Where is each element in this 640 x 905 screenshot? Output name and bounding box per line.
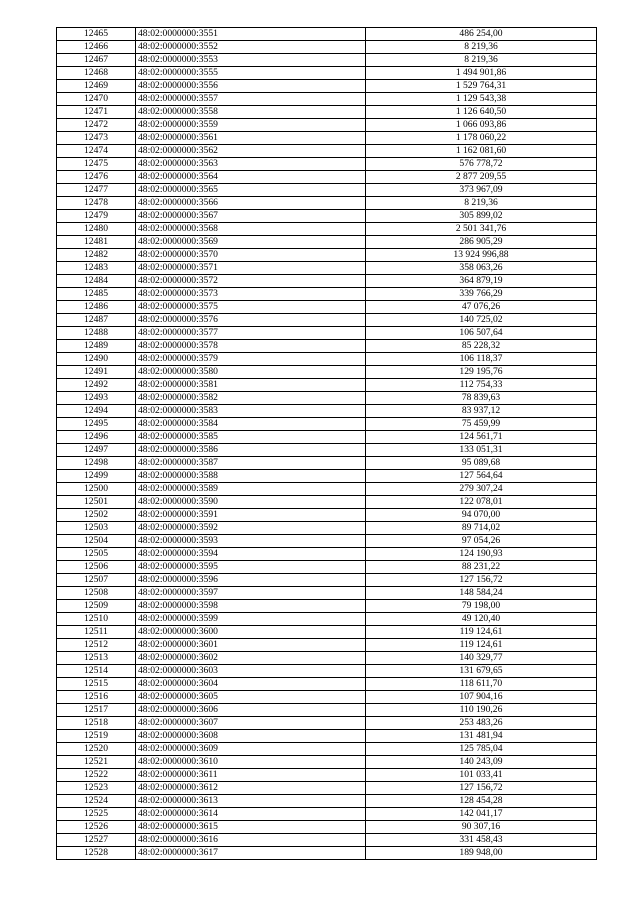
- cadastral-value-cell: 90 307,16: [366, 821, 597, 834]
- cadastral-number-cell: 48:02:0000000:3607: [136, 717, 366, 730]
- cadastral-number-cell: 48:02:0000000:3601: [136, 639, 366, 652]
- cadastral-number-cell: 48:02:0000000:3608: [136, 730, 366, 743]
- cadastral-value-cell: 128 454,28: [366, 795, 597, 808]
- table-row: [57, 496, 597, 509]
- cadastral-value-cell: 127 156,72: [366, 782, 597, 795]
- cadastral-value-cell: 127 564,64: [366, 470, 597, 483]
- table-row: [57, 561, 597, 574]
- table-row: [57, 275, 597, 288]
- cadastral-value-cell: 95 089,68: [366, 457, 597, 470]
- cadastral-value-cell: 88 231,22: [366, 561, 597, 574]
- row-number-cell: 12526: [57, 821, 136, 834]
- row-number-cell: 12491: [57, 366, 136, 379]
- row-number-cell: 12496: [57, 431, 136, 444]
- cadastral-value-cell: 125 785,04: [366, 743, 597, 756]
- table-row: [57, 535, 597, 548]
- table-row: [57, 119, 597, 132]
- table-row: [57, 626, 597, 639]
- cadastral-number-cell: 48:02:0000000:3581: [136, 379, 366, 392]
- table-row: [57, 730, 597, 743]
- cadastral-value-cell: 305 899,02: [366, 210, 597, 223]
- cadastral-number-cell: 48:02:0000000:3575: [136, 301, 366, 314]
- cadastral-number-cell: 48:02:0000000:3586: [136, 444, 366, 457]
- cadastral-value-cell: 142 041,17: [366, 808, 597, 821]
- table-row: [57, 457, 597, 470]
- row-number-cell: 12518: [57, 717, 136, 730]
- cadastral-number-cell: 48:02:0000000:3613: [136, 795, 366, 808]
- cadastral-value-cell: 119 124,61: [366, 626, 597, 639]
- table-row: [57, 171, 597, 184]
- row-number-cell: 12519: [57, 730, 136, 743]
- row-number-cell: 12501: [57, 496, 136, 509]
- table-row: [57, 314, 597, 327]
- cadastral-number-cell: 48:02:0000000:3588: [136, 470, 366, 483]
- row-number-cell: 12514: [57, 665, 136, 678]
- row-number-cell: 12506: [57, 561, 136, 574]
- cadastral-value-cell: 148 584,24: [366, 587, 597, 600]
- table-row: [57, 574, 597, 587]
- row-number-cell: 12492: [57, 379, 136, 392]
- row-number-cell: 12472: [57, 119, 136, 132]
- cadastral-value-cell: 107 904,16: [366, 691, 597, 704]
- cadastral-number-cell: 48:02:0000000:3603: [136, 665, 366, 678]
- row-number-cell: 12474: [57, 145, 136, 158]
- table-row: [57, 678, 597, 691]
- table-row: [57, 392, 597, 405]
- cadastral-number-cell: 48:02:0000000:3576: [136, 314, 366, 327]
- cadastral-number-cell: 48:02:0000000:3583: [136, 405, 366, 418]
- cadastral-number-cell: 48:02:0000000:3598: [136, 600, 366, 613]
- row-number-cell: 12505: [57, 548, 136, 561]
- row-number-cell: 12468: [57, 67, 136, 80]
- cadastral-value-cell: 1 129 543,38: [366, 93, 597, 106]
- table-row: [57, 691, 597, 704]
- table-row: [57, 587, 597, 600]
- row-number-cell: 12495: [57, 418, 136, 431]
- cadastral-number-cell: 48:02:0000000:3558: [136, 106, 366, 119]
- cadastral-number-cell: 48:02:0000000:3582: [136, 392, 366, 405]
- cadastral-value-cell: 1 494 901,86: [366, 67, 597, 80]
- row-number-cell: 12475: [57, 158, 136, 171]
- cadastral-number-cell: 48:02:0000000:3593: [136, 535, 366, 548]
- cadastral-value-cell: 1 066 093,86: [366, 119, 597, 132]
- cadastral-value-cell: 140 329,77: [366, 652, 597, 665]
- row-number-cell: 12513: [57, 652, 136, 665]
- row-number-cell: 12487: [57, 314, 136, 327]
- row-number-cell: 12486: [57, 301, 136, 314]
- table-row: [57, 639, 597, 652]
- cadastral-value-cell: 106 118,37: [366, 353, 597, 366]
- cadastral-number-cell: 48:02:0000000:3606: [136, 704, 366, 717]
- row-number-cell: 12477: [57, 184, 136, 197]
- row-number-cell: 12466: [57, 41, 136, 54]
- cadastral-number-cell: 48:02:0000000:3602: [136, 652, 366, 665]
- table-row: [57, 821, 597, 834]
- row-number-cell: 12473: [57, 132, 136, 145]
- cadastral-number-cell: 48:02:0000000:3585: [136, 431, 366, 444]
- row-number-cell: 12510: [57, 613, 136, 626]
- cadastral-number-cell: 48:02:0000000:3565: [136, 184, 366, 197]
- cadastral-number-cell: 48:02:0000000:3592: [136, 522, 366, 535]
- cadastral-number-cell: 48:02:0000000:3567: [136, 210, 366, 223]
- table-row: [57, 847, 597, 860]
- cadastral-number-cell: 48:02:0000000:3609: [136, 743, 366, 756]
- table-row: [57, 327, 597, 340]
- cadastral-number-cell: 48:02:0000000:3610: [136, 756, 366, 769]
- row-number-cell: 12471: [57, 106, 136, 119]
- table-row: [57, 834, 597, 847]
- cadastral-number-cell: 48:02:0000000:3568: [136, 223, 366, 236]
- cadastral-number-cell: 48:02:0000000:3562: [136, 145, 366, 158]
- table-row: [57, 769, 597, 782]
- cadastral-number-cell: 48:02:0000000:3616: [136, 834, 366, 847]
- table-row: [57, 93, 597, 106]
- table-row: [57, 301, 597, 314]
- cadastral-number-cell: 48:02:0000000:3615: [136, 821, 366, 834]
- cadastral-number-cell: 48:02:0000000:3553: [136, 54, 366, 67]
- cadastral-number-cell: 48:02:0000000:3599: [136, 613, 366, 626]
- row-number-cell: 12508: [57, 587, 136, 600]
- cadastral-value-cell: 253 483,26: [366, 717, 597, 730]
- cadastral-value-cell: 339 766,29: [366, 288, 597, 301]
- cadastral-value-cell: 119 124,61: [366, 639, 597, 652]
- cadastral-value-cell: 79 198,00: [366, 600, 597, 613]
- row-number-cell: 12467: [57, 54, 136, 67]
- row-number-cell: 12521: [57, 756, 136, 769]
- table-row: [57, 717, 597, 730]
- cadastral-number-cell: 48:02:0000000:3617: [136, 847, 366, 860]
- cadastral-value-cell: 2 877 209,55: [366, 171, 597, 184]
- table-row: [57, 444, 597, 457]
- cadastral-value-cell: 279 307,24: [366, 483, 597, 496]
- cadastral-value-cell: 131 679,65: [366, 665, 597, 678]
- cadastral-value-cell: 1 162 081,60: [366, 145, 597, 158]
- cadastral-number-cell: 48:02:0000000:3589: [136, 483, 366, 496]
- cadastral-value-cell: 2 501 341,76: [366, 223, 597, 236]
- table-row: [57, 418, 597, 431]
- cadastral-value-cell: 8 219,36: [366, 54, 597, 67]
- table-row: [57, 67, 597, 80]
- table-row: [57, 782, 597, 795]
- row-number-cell: 12485: [57, 288, 136, 301]
- cadastral-number-cell: 48:02:0000000:3590: [136, 496, 366, 509]
- cadastral-number-cell: 48:02:0000000:3612: [136, 782, 366, 795]
- row-number-cell: 12524: [57, 795, 136, 808]
- row-number-cell: 12504: [57, 535, 136, 548]
- table-body: [57, 28, 597, 860]
- cadastral-number-cell: 48:02:0000000:3600: [136, 626, 366, 639]
- table-row: [57, 431, 597, 444]
- cadastral-value-cell: 101 033,41: [366, 769, 597, 782]
- cadastral-value-cell: 358 063,26: [366, 262, 597, 275]
- row-number-cell: 12527: [57, 834, 136, 847]
- table-row: [57, 613, 597, 626]
- row-number-cell: 12499: [57, 470, 136, 483]
- cadastral-number-cell: 48:02:0000000:3611: [136, 769, 366, 782]
- cadastral-value-cell: 373 967,09: [366, 184, 597, 197]
- table-row: [57, 106, 597, 119]
- row-number-cell: 12500: [57, 483, 136, 496]
- table-row: [57, 249, 597, 262]
- table-row: [57, 54, 597, 67]
- cadastral-value-cell: 133 051,31: [366, 444, 597, 457]
- row-number-cell: 12520: [57, 743, 136, 756]
- cadastral-value-cell: 8 219,36: [366, 41, 597, 54]
- row-number-cell: 12503: [57, 522, 136, 535]
- cadastral-value-cell: 140 725,02: [366, 314, 597, 327]
- cadastral-number-cell: 48:02:0000000:3605: [136, 691, 366, 704]
- cadastral-number-cell: 48:02:0000000:3566: [136, 197, 366, 210]
- cadastral-value-cell: 78 839,63: [366, 392, 597, 405]
- cadastral-value-cell: 97 054,26: [366, 535, 597, 548]
- cadastral-value-cell: 83 937,12: [366, 405, 597, 418]
- cadastral-value-cell: 85 228,32: [366, 340, 597, 353]
- cadastral-value-cell: 1 529 764,31: [366, 80, 597, 93]
- cadastral-number-cell: 48:02:0000000:3579: [136, 353, 366, 366]
- table-row: [57, 197, 597, 210]
- cadastral-value-cell: 127 156,72: [366, 574, 597, 587]
- row-number-cell: 12515: [57, 678, 136, 691]
- cadastral-value-cell: 124 561,71: [366, 431, 597, 444]
- row-number-cell: 12481: [57, 236, 136, 249]
- row-number-cell: 12482: [57, 249, 136, 262]
- cadastral-value-cell: 1 126 640,50: [366, 106, 597, 119]
- row-number-cell: 12493: [57, 392, 136, 405]
- table-row: [57, 665, 597, 678]
- cadastral-number-cell: 48:02:0000000:3587: [136, 457, 366, 470]
- cadastral-value-cell: 189 948,00: [366, 847, 597, 860]
- cadastral-value-cell: 75 459,99: [366, 418, 597, 431]
- row-number-cell: 12497: [57, 444, 136, 457]
- cadastral-number-cell: 48:02:0000000:3596: [136, 574, 366, 587]
- table-row: [57, 808, 597, 821]
- table-row: [57, 210, 597, 223]
- row-number-cell: 12469: [57, 80, 136, 93]
- cadastral-value-cell: 106 507,64: [366, 327, 597, 340]
- cadastral-value-cell: 112 754,33: [366, 379, 597, 392]
- cadastral-number-cell: 48:02:0000000:3557: [136, 93, 366, 106]
- table-row: [57, 509, 597, 522]
- table-row: [57, 704, 597, 717]
- cadastral-value-cell: 47 076,26: [366, 301, 597, 314]
- table-row: [57, 184, 597, 197]
- cadastral-number-cell: 48:02:0000000:3594: [136, 548, 366, 561]
- cadastral-value-cell: 486 254,00: [366, 28, 597, 41]
- table-row: [57, 132, 597, 145]
- row-number-cell: 12502: [57, 509, 136, 522]
- cadastral-value-cell: 8 219,36: [366, 197, 597, 210]
- cadastral-value-cell: 331 458,43: [366, 834, 597, 847]
- cadastral-number-cell: 48:02:0000000:3577: [136, 327, 366, 340]
- table-row: [57, 483, 597, 496]
- row-number-cell: 12480: [57, 223, 136, 236]
- cadastral-value-cell: 364 879,19: [366, 275, 597, 288]
- row-number-cell: 12525: [57, 808, 136, 821]
- cadastral-number-cell: 48:02:0000000:3556: [136, 80, 366, 93]
- cadastral-number-cell: 48:02:0000000:3561: [136, 132, 366, 145]
- table-row: [57, 236, 597, 249]
- cadastral-number-cell: 48:02:0000000:3591: [136, 509, 366, 522]
- cadastral-number-cell: 48:02:0000000:3595: [136, 561, 366, 574]
- row-number-cell: 12494: [57, 405, 136, 418]
- cadastral-value-cell: 110 190,26: [366, 704, 597, 717]
- row-number-cell: 12470: [57, 93, 136, 106]
- table-row: [57, 470, 597, 483]
- table-row: [57, 652, 597, 665]
- row-number-cell: 12507: [57, 574, 136, 587]
- cadastral-number-cell: 48:02:0000000:3580: [136, 366, 366, 379]
- cadastral-number-cell: 48:02:0000000:3614: [136, 808, 366, 821]
- table-row: [57, 28, 597, 41]
- cadastral-number-cell: 48:02:0000000:3570: [136, 249, 366, 262]
- table-row: [57, 288, 597, 301]
- cadastral-value-cell: 49 120,40: [366, 613, 597, 626]
- cadastral-number-cell: 48:02:0000000:3604: [136, 678, 366, 691]
- cadastral-number-cell: 48:02:0000000:3551: [136, 28, 366, 41]
- row-number-cell: 12509: [57, 600, 136, 613]
- table-row: [57, 41, 597, 54]
- table-row: [57, 158, 597, 171]
- table-row: [57, 145, 597, 158]
- cadastral-value-cell: 94 070,00: [366, 509, 597, 522]
- table-row: [57, 756, 597, 769]
- cadastral-value-cell: 13 924 996,88: [366, 249, 597, 262]
- table-row: [57, 548, 597, 561]
- cadastral-value-cell: 1 178 060,22: [366, 132, 597, 145]
- table-row: [57, 366, 597, 379]
- cadastral-value-cell: 118 611,70: [366, 678, 597, 691]
- cadastral-number-cell: 48:02:0000000:3563: [136, 158, 366, 171]
- table-row: [57, 379, 597, 392]
- cadastral-number-cell: 48:02:0000000:3564: [136, 171, 366, 184]
- cadastral-number-cell: 48:02:0000000:3572: [136, 275, 366, 288]
- table-row: [57, 405, 597, 418]
- row-number-cell: 12512: [57, 639, 136, 652]
- table-row: [57, 522, 597, 535]
- table-row: [57, 340, 597, 353]
- table-row: [57, 795, 597, 808]
- cadastral-value-cell: 140 243,09: [366, 756, 597, 769]
- cadastral-number-cell: 48:02:0000000:3584: [136, 418, 366, 431]
- row-number-cell: 12476: [57, 171, 136, 184]
- cadastral-number-cell: 48:02:0000000:3578: [136, 340, 366, 353]
- row-number-cell: 12478: [57, 197, 136, 210]
- row-number-cell: 12528: [57, 847, 136, 860]
- cadastral-number-cell: 48:02:0000000:3597: [136, 587, 366, 600]
- cadastral-value-cell: 89 714,02: [366, 522, 597, 535]
- cadastral-value-cell: 129 195,76: [366, 366, 597, 379]
- row-number-cell: 12498: [57, 457, 136, 470]
- table-row: [57, 600, 597, 613]
- cadastral-number-cell: 48:02:0000000:3573: [136, 288, 366, 301]
- cadastral-number-cell: 48:02:0000000:3555: [136, 67, 366, 80]
- table-row: [57, 262, 597, 275]
- cadastral-number-cell: 48:02:0000000:3552: [136, 41, 366, 54]
- table-row: [57, 223, 597, 236]
- row-number-cell: 12517: [57, 704, 136, 717]
- cadastral-value-table: [56, 27, 597, 860]
- table-row: [57, 80, 597, 93]
- table-row: [57, 353, 597, 366]
- row-number-cell: 12516: [57, 691, 136, 704]
- cadastral-number-cell: 48:02:0000000:3571: [136, 262, 366, 275]
- row-number-cell: 12489: [57, 340, 136, 353]
- table-row: [57, 743, 597, 756]
- row-number-cell: 12484: [57, 275, 136, 288]
- row-number-cell: 12490: [57, 353, 136, 366]
- row-number-cell: 12465: [57, 28, 136, 41]
- cadastral-value-cell: 576 778,72: [366, 158, 597, 171]
- row-number-cell: 12511: [57, 626, 136, 639]
- row-number-cell: 12523: [57, 782, 136, 795]
- cadastral-value-cell: 122 078,01: [366, 496, 597, 509]
- cadastral-value-cell: 286 905,29: [366, 236, 597, 249]
- cadastral-number-cell: 48:02:0000000:3559: [136, 119, 366, 132]
- cadastral-value-cell: 124 190,93: [366, 548, 597, 561]
- row-number-cell: 12479: [57, 210, 136, 223]
- row-number-cell: 12483: [57, 262, 136, 275]
- cadastral-number-cell: 48:02:0000000:3569: [136, 236, 366, 249]
- row-number-cell: 12488: [57, 327, 136, 340]
- row-number-cell: 12522: [57, 769, 136, 782]
- cadastral-value-cell: 131 481,94: [366, 730, 597, 743]
